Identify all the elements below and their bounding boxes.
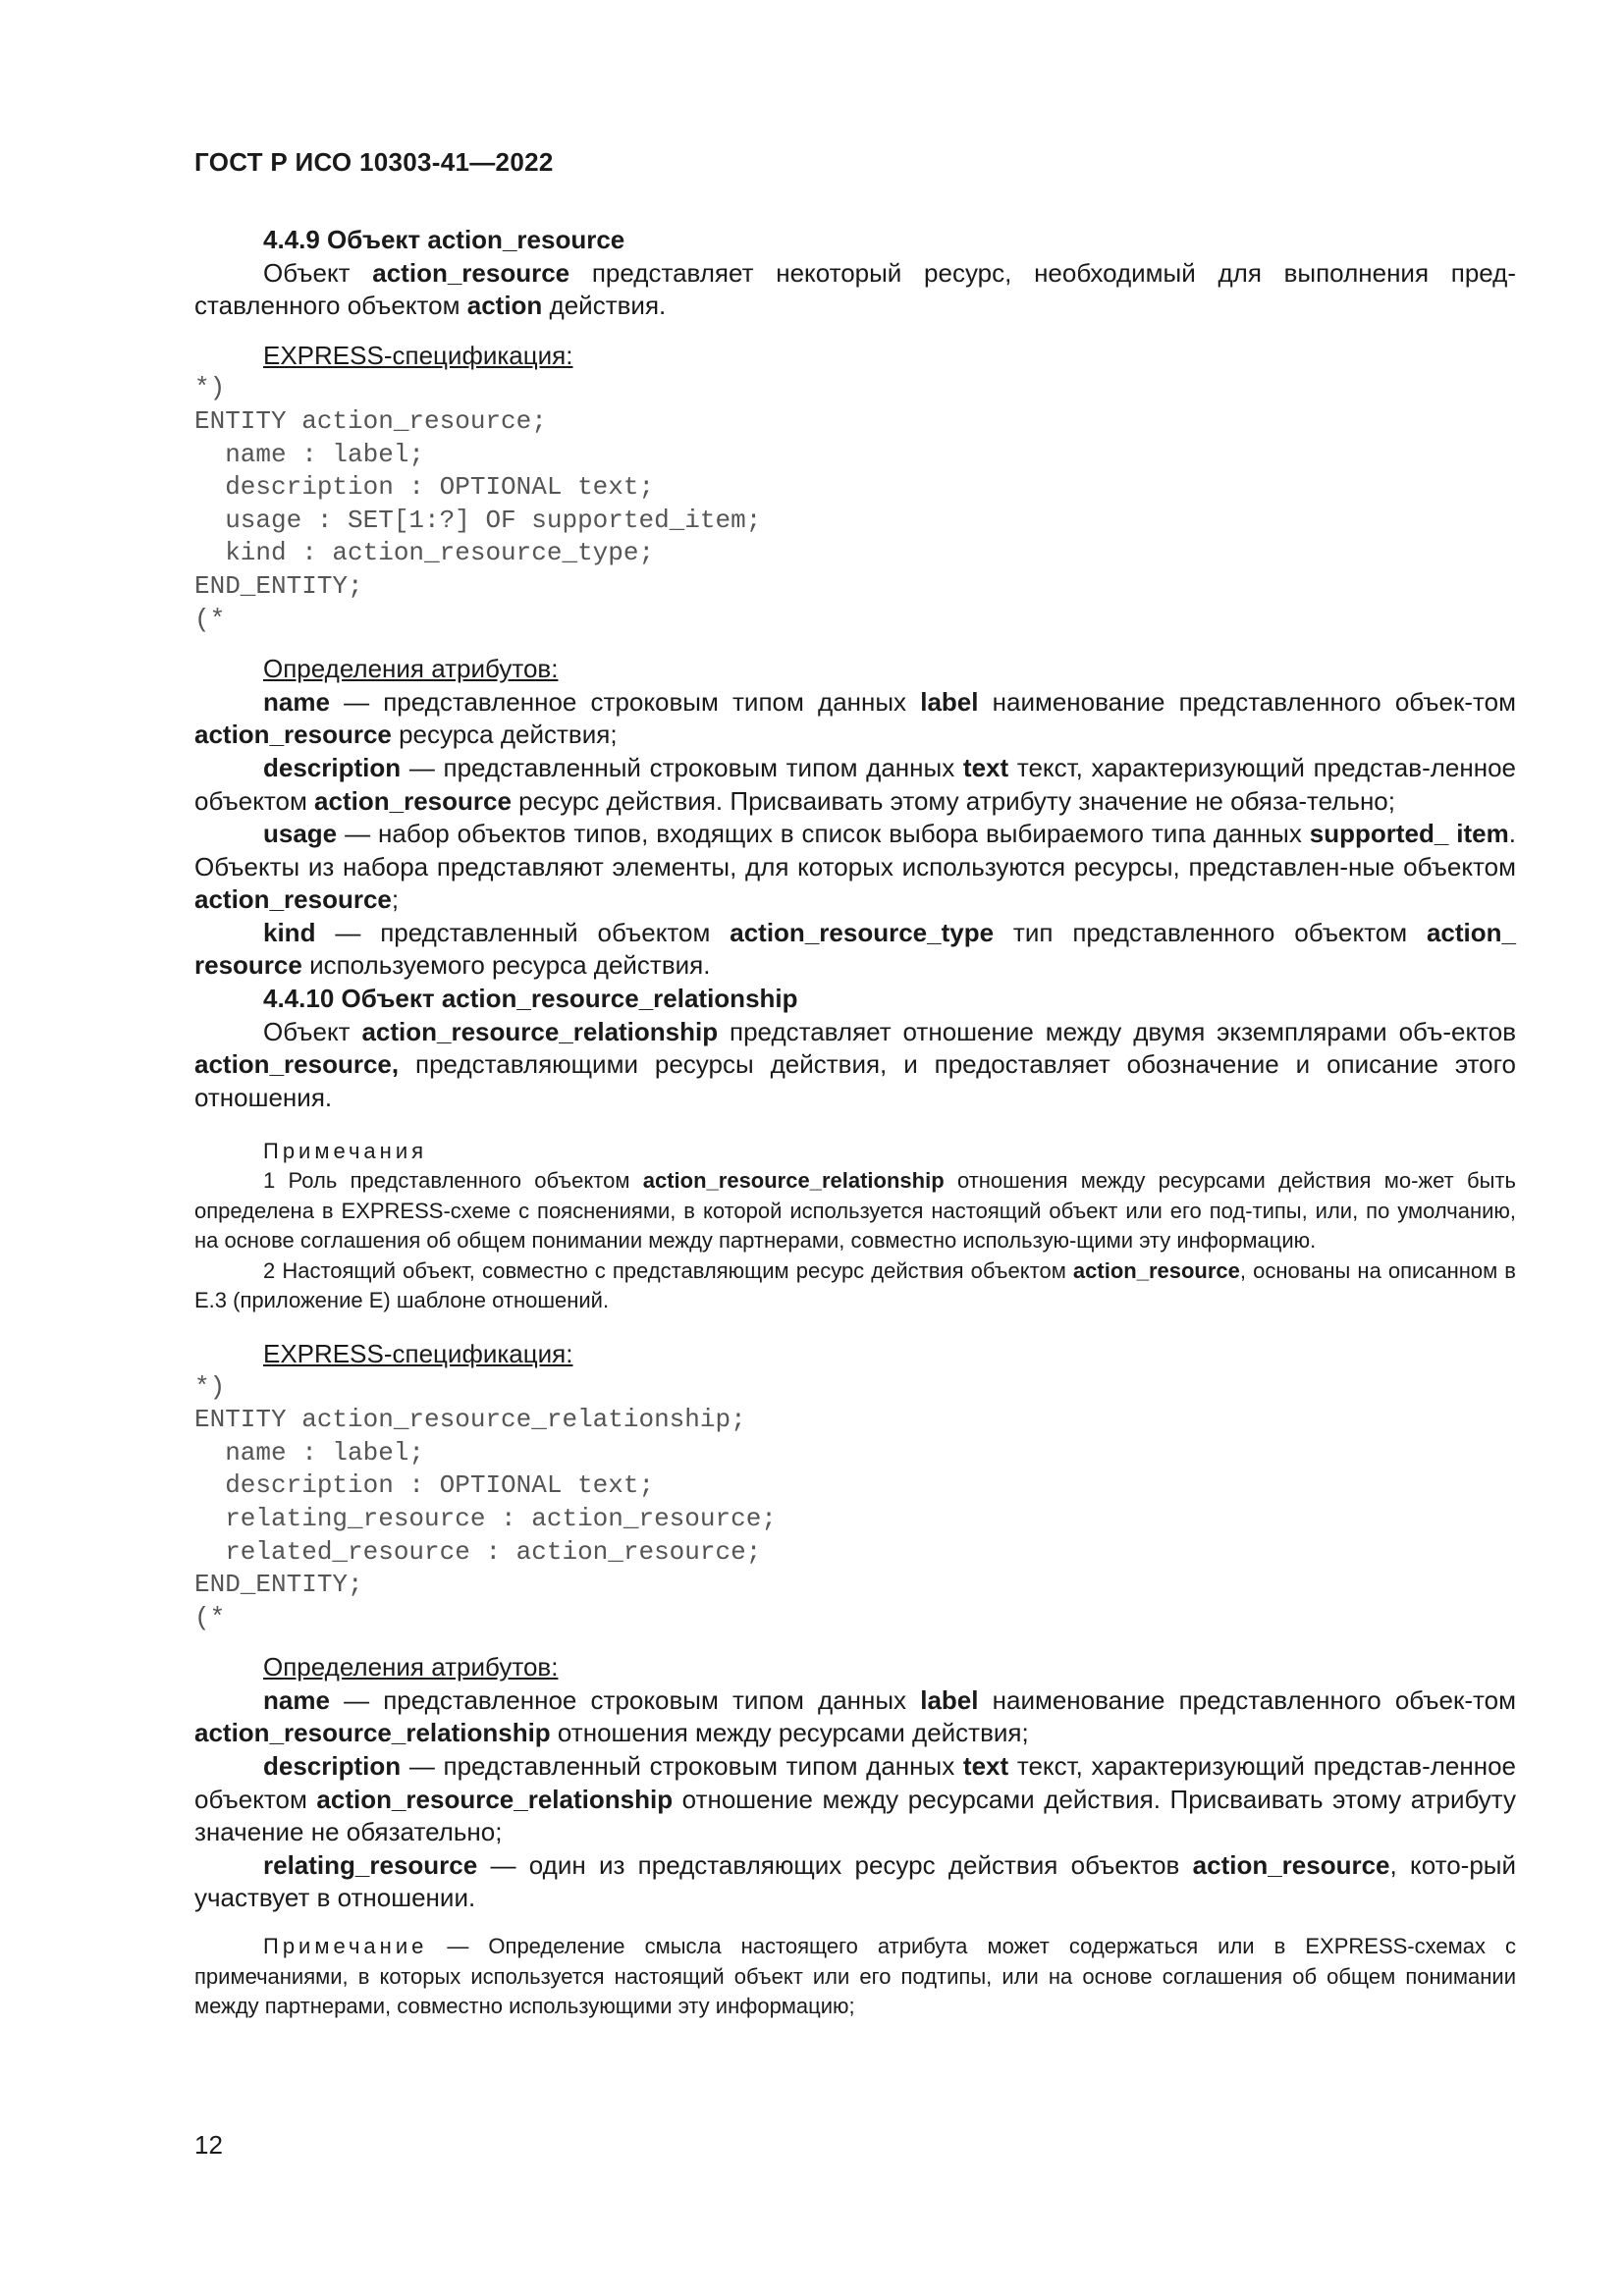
section-heading: 4.4.10 Объект action_resource_relationship	[263, 984, 798, 1014]
express-spec-label: EXPRESS-спецификация:	[263, 1338, 573, 1368]
note-item: 1 Роль представленного объектом action_resource_relationship отношения между ресурсами действия мо-жет быть определена в EXPRESS-схеме с пояснениями, в которой используется настоящий объект или его под-типы, или, по умолчанию, на основе соглашения об общем понимании между партнерами, совместно использую-щими эту информацию.	[194, 1168, 1516, 1254]
attribute-definition: description — представленный строковым типом данных text текст, характеризующий представ-ленное объектом action_resource_relationship отношение между ресурсами действия. Присваивать этому атрибуту значение не обязательно;	[194, 1751, 1516, 1847]
section-intro: Объект action_resource представляет некоторый ресурс, необходимый для выполнения пред-ставленного объектом action действия.	[194, 257, 1516, 321]
document-header: ГОСТ Р ИСО 10303-41—2022	[194, 147, 554, 177]
attribute-definitions-label: Определения атрибутов:	[263, 654, 559, 684]
attribute-definitions-label: Определения атрибутов:	[263, 1652, 559, 1682]
page-number: 12	[194, 2130, 223, 2160]
note-item: Примечание — Определение смысла настоящего атрибута может содержаться или в EXPRESS-схемах с примечаниями, в которых используется настоящий объект или его подтипы, или на основе соглашения об общем понимании между партнерами, совместно использующими эту информацию;	[194, 1934, 1516, 2019]
attribute-definition: relating_resource — один из представляющих ресурс действия объектов action_resource, кото-рый участвует в отношении.	[194, 1849, 1516, 1913]
express-code-block: *) ENTITY action_resource; name : label; description : OPTIONAL text; usage : SET[1:?] OF supported_item; kind : action_resource_type; END_ENTITY; (*	[194, 373, 762, 634]
note-item: 2 Настоящий объект, совместно с представляющим ресурс действия объектом action_resource, основаны на описанном в Е.3 (приложение Е) шаблоне отношений.	[194, 1257, 1516, 1313]
attribute-definition: usage — набор объектов типов, входящих в список выбора выбираемого типа данных supported_ item. Объекты из набора представляют элементы, для которых используются ресурсы, представлен-ные объектом action_resource;	[194, 819, 1516, 915]
attribute-definition: description — представленный строковым типом данных text текст, характеризующий представ-ленное объектом action_resource ресурс действия. Присваивать этому атрибуту значение не обяза-тельно;	[194, 752, 1516, 816]
express-code-block: *) ENTITY action_resource_relationship; name : label; description : OPTIONAL text; relating_resource : action_resource; related_resource : action_resource; END_ENTITY; (*	[194, 1371, 777, 1632]
attribute-definition: name — представленное строковым типом данных label наименование представленного объек-том action_resource_relationship отношения между ресурсами действия;	[194, 1684, 1516, 1748]
page-content	[194, 224, 1516, 2022]
express-spec-label: EXPRESS-спецификация:	[263, 340, 573, 370]
notes-title: Примечания	[263, 1139, 428, 1164]
section-heading: 4.4.9 Объект action_resource	[263, 225, 625, 254]
attribute-definition: kind — представленный объектом action_resource_type тип представленного объектом action_ resource используемого ресурса действия.	[194, 917, 1516, 981]
section-intro: Объект action_resource_relationship представляет отношение между двумя экземплярами объ-ектов action_resource, представляющими ресурсы действия, и предоставляет обозначение и описание этого отношения.	[194, 1016, 1517, 1112]
attribute-definition: name — представленное строковым типом данных label наименование представленного объек-том action_resource ресурса действия;	[194, 686, 1516, 750]
